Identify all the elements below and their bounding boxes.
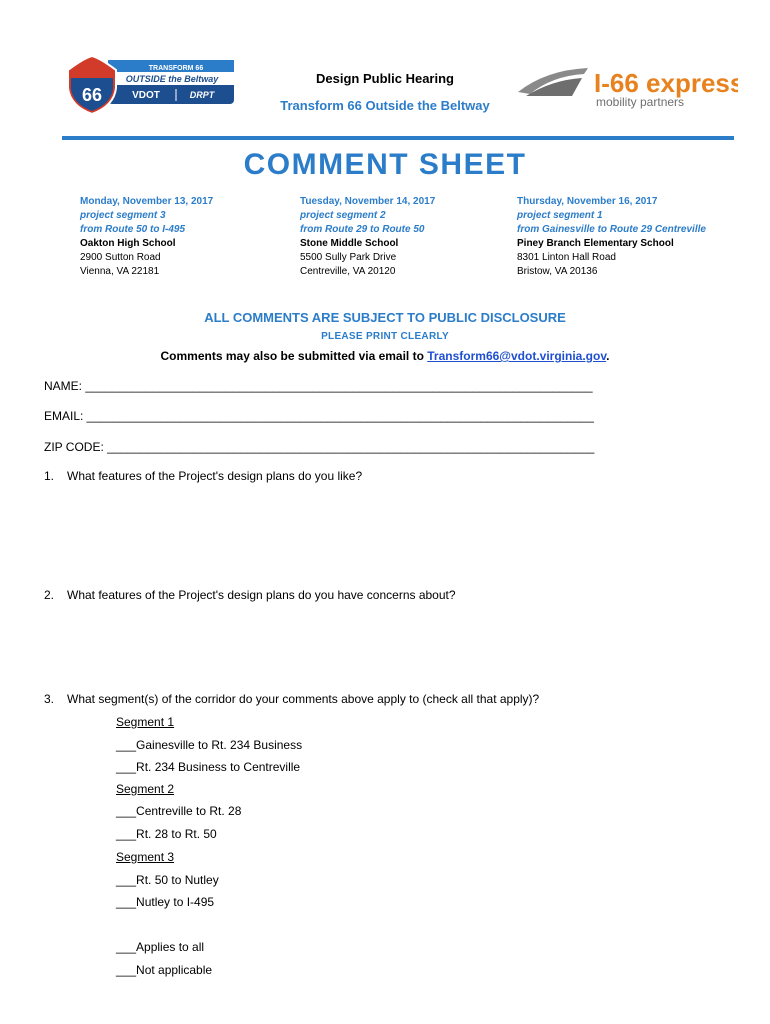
session-school: Stone Middle School [300,238,399,249]
session-segment: project segment 1 [517,210,603,221]
question-text: What features of the Project's design plans do you like? [67,469,363,483]
public-disclosure-notice: ALL COMMENTS ARE SUBJECT TO PUBLIC DISCLOSURE [204,310,566,325]
print-clearly-notice: PLEASE PRINT CLEARLY [321,331,449,342]
shield-number: 66 [81,85,103,105]
header-divider [62,136,734,140]
email-submission-note [0,349,770,363]
logo-top-text: TRANSFORM 66 [148,65,204,72]
zip-code-field[interactable]: ZIP CODE: _________________________________________________________________________ [44,440,595,454]
option-centreville-rt28[interactable]: ___Centreville to Rt. 28 [116,804,242,818]
session-address-line1: 2900 Sutton Road [80,252,161,263]
question-number: 2. [44,588,55,602]
comment-sheet-title: COMMENT SHEET [243,148,527,181]
question-2 [44,588,456,602]
session-address-line1: 5500 Sully Park Drive [300,252,397,263]
hearing-title: Design Public Hearing [316,71,454,86]
question-text: What segment(s) of the corridor do your comments above apply to (check all that apply)? [67,692,540,706]
option-rt234-centreville[interactable]: ___Rt. 234 Business to Centreville [116,760,301,774]
email-note-suffix: . [606,349,610,363]
logo-middle-text: OUTSIDE the Beltway [125,74,219,84]
session-school: Oakton High School [80,238,176,249]
session-route: from Route 50 to I-495 [80,224,186,235]
session-date: Tuesday, November 14, 2017 [300,196,436,207]
question-text: What features of the Project's design plans do you have concerns about? [67,588,456,602]
i66-express-logo [516,64,738,112]
session-segment: project segment 3 [80,210,166,221]
option-not-applicable[interactable]: ___Not applicable [116,963,213,977]
express-tagline: mobility partners [596,95,685,109]
session-thursday [517,195,706,279]
question-number: 1. [44,469,55,483]
session-date: Monday, November 13, 2017 [80,196,214,207]
session-address-line2: Centreville, VA 20120 [300,266,396,277]
option-rt50-nutley[interactable]: ___Rt. 50 to Nutley [116,873,219,887]
email-note-prefix: Comments may also be submitted via email to [160,349,428,363]
session-route: from Gainesville to Route 29 Centreville [517,224,706,235]
session-address-line2: Vienna, VA 22181 [80,266,160,277]
option-nutley-i495[interactable]: ___Nutley to I-495 [116,895,215,909]
question-1 [44,469,362,483]
session-address-line1: 8301 Linton Hall Road [517,252,616,263]
hearing-subtitle: Transform 66 Outside the Beltway [280,98,490,113]
option-applies-to-all[interactable]: ___Applies to all [116,940,205,954]
session-date: Thursday, November 16, 2017 [517,196,658,207]
vdot-text: VDOT [132,90,160,101]
option-gainesville-rt234[interactable]: ___Gainesville to Rt. 234 Business [116,738,303,752]
session-address-line2: Bristow, VA 20136 [517,266,598,277]
transform66-logo [64,54,238,116]
session-monday [80,195,213,279]
segment-2-heading: Segment 2 [116,782,175,796]
option-rt28-rt50[interactable]: ___Rt. 28 to Rt. 50 [116,827,217,841]
question-3 [44,692,539,706]
segment-3-heading: Segment 3 [116,850,175,864]
express-brand-text: I-66 express [594,68,738,98]
name-field[interactable]: NAME: ____________________________________________________________________________ [44,379,593,393]
segment-1-heading: Segment 1 [116,715,175,729]
email-field[interactable]: EMAIL: ____________________________________________________________________________ [44,409,594,423]
drpt-text: DRPT [189,90,215,100]
email-link[interactable]: Transform66@vdot.virginia.gov [427,349,607,363]
session-school: Piney Branch Elementary School [517,238,674,249]
session-segment: project segment 2 [300,210,386,221]
session-tuesday [300,195,435,279]
session-route: from Route 29 to Route 50 [300,224,425,235]
question-number: 3. [44,692,55,706]
